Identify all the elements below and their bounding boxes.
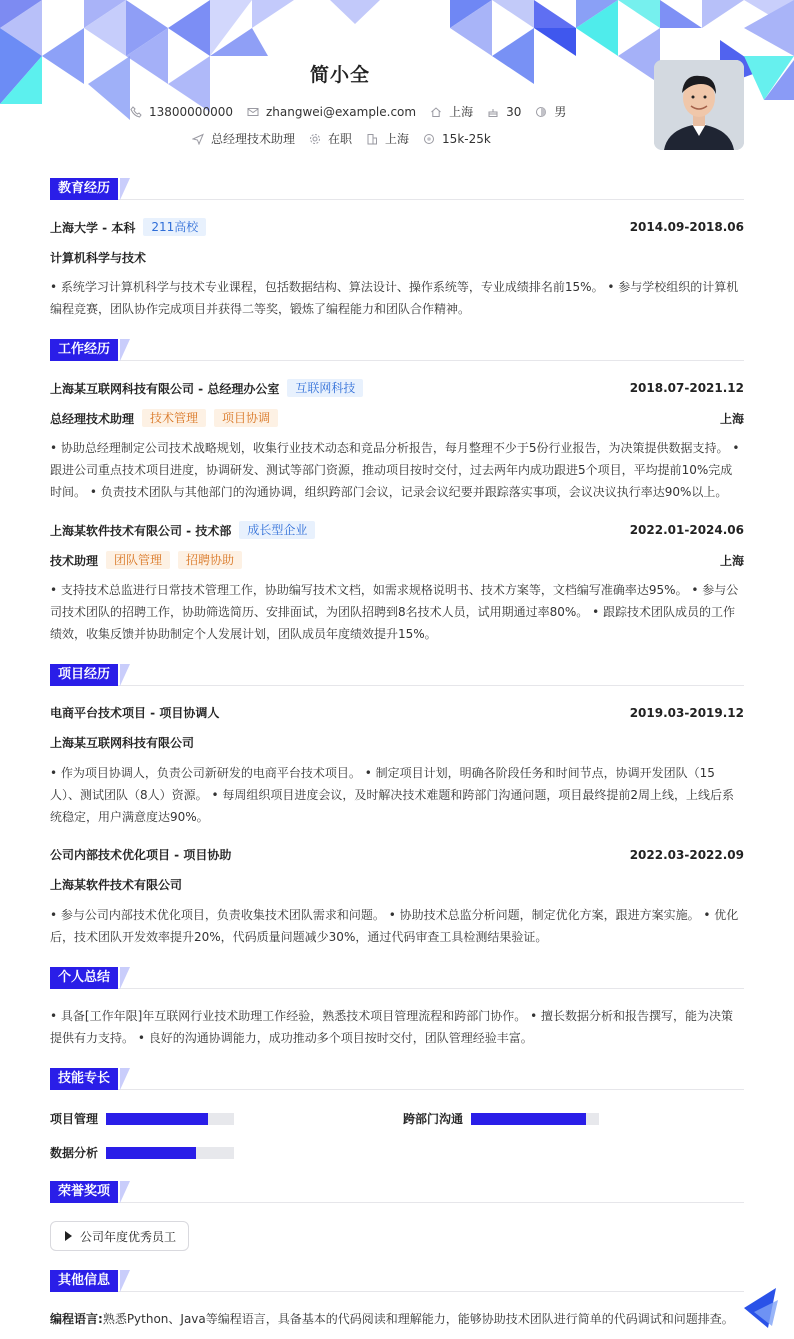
awards-section: [50, 1181, 744, 1261]
summary-section: [50, 967, 744, 1057]
gender-value: 男: [554, 105, 567, 119]
play-icon: [65, 1231, 72, 1241]
section-title: [50, 1181, 744, 1203]
other-text: 熟悉Python、Java等编程语言，具备基本的代码阅读和理解能力，能够协助技术团队进行简单的代码调试和问题排查。: [102, 1312, 734, 1326]
expected-city-value: 上海: [385, 132, 410, 146]
status-item: [309, 130, 352, 147]
salary-item: [423, 132, 491, 146]
resume-header: [0, 0, 794, 170]
work-section: [50, 339, 744, 649]
age-item: [487, 105, 521, 119]
gender-item: [535, 103, 566, 120]
skill-bar: [106, 1147, 234, 1159]
project-desc: • 作为项目协调人，负责公司新研发的电商平台技术项目。 • 制定项目计划，明确各阶段任务和时间节点，协调开发团队（15人）、测试团队（8人）资源。 • 每周组织项目进度会议，及时解决技术难题和跨部门沟通问题，项目最终提前2周上线，上线后系统稳定，用户满意度达90%。: [50, 766, 734, 824]
gear-icon: [309, 133, 321, 145]
work-title-row: [50, 551, 744, 569]
company-name: 上海某互联网科技有限公司 - 总经理办公室: [50, 381, 280, 396]
skill-tag: 团队管理: [106, 551, 170, 569]
city-item: [430, 103, 473, 120]
work-title: 工作经历: [50, 339, 118, 361]
project-period: 2022.03-2022.09: [629, 847, 744, 862]
major-name: 计算机科学与技术: [50, 251, 147, 265]
skill-item: [50, 1110, 98, 1127]
work-period: 2022.01-2024.06: [629, 523, 744, 537]
other-section: [50, 1270, 744, 1330]
job-intent-row: [192, 130, 491, 147]
section-title: [50, 1068, 744, 1090]
job-title: 技术助理: [50, 553, 99, 568]
skill-item: [403, 1110, 463, 1127]
project-name: 电商平台技术项目 - 项目协调人: [50, 706, 220, 720]
phone-value: 13800000000: [149, 104, 233, 119]
major-row: [50, 249, 744, 266]
skill-bar-fill: [106, 1147, 196, 1159]
work-location: 上海: [719, 411, 744, 426]
summary-text: • 具备[工作年限]年互联网行业技术助理工作经验，熟悉技术项目管理流程和跨部门协作。 • 擅长数据分析和报告撰写，能为决策提供有力支持。 • 良好的沟通协调能力，成功推动多个项目按时交付，团队管理经验丰富。: [50, 1009, 733, 1045]
status-value: 在职: [328, 132, 353, 146]
skill-tag: 招聘协助: [178, 551, 242, 569]
avatar: [654, 60, 744, 150]
send-icon: [192, 133, 204, 145]
work-header-row: [50, 521, 744, 539]
skill-item: [50, 1144, 98, 1161]
projects-section: [50, 664, 744, 954]
other-title: 其他信息: [50, 1270, 118, 1292]
title-tail: [120, 1270, 130, 1292]
phone-item: [130, 105, 233, 119]
awards-title: 荣誉奖项: [50, 1181, 118, 1203]
education-desc: • 系统学习计算机科学与技术专业课程，包括数据结构、算法设计、操作系统等，专业成绩排名前15%。 • 参与学校组织的计算机编程竞赛，团队协作完成项目并获得二等奖，锻炼了编程能力和团队合作精神。: [50, 280, 739, 316]
skill-bar-fill: [106, 1113, 208, 1125]
section-title: [50, 178, 744, 200]
skill-name: 项目管理: [50, 1112, 99, 1126]
work-period: 2018.07-2021.12: [629, 381, 744, 395]
summary-title: 个人总结: [50, 967, 118, 989]
corner-decoration: [744, 1286, 784, 1328]
project-desc: • 参与公司内部技术优化项目，负责收集技术团队需求和问题。 • 协助技术总监分析问题，制定优化方案，跟进方案实施。 • 优化后，技术团队开发效率提升20%，代码质量问题减少30%，通过代码审查工具检测结果验证。: [50, 908, 739, 944]
age-value: 30: [506, 104, 522, 119]
coin-icon: [423, 133, 435, 145]
position-item: [192, 130, 295, 147]
project-period: 2019.03-2019.12: [629, 705, 744, 720]
school-tag: 211高校: [143, 218, 206, 236]
work-header-row: [50, 379, 744, 397]
email-item: [247, 105, 416, 119]
email-value: zhangwei@example.com: [265, 104, 417, 119]
industry-tag: 成长型企业: [239, 521, 315, 539]
skills-title: 技能专长: [50, 1068, 118, 1090]
award-name: 公司年度优秀员工: [80, 1229, 177, 1244]
city-value: 上海: [449, 105, 474, 119]
cake-icon: [487, 106, 499, 118]
gender-icon: [535, 106, 547, 118]
project-company-row: [50, 734, 744, 751]
skill-bar: [471, 1113, 599, 1125]
education-header-row: [50, 218, 744, 236]
contact-row: [130, 103, 566, 120]
skill-tag: 项目协调: [214, 409, 278, 427]
education-section: [50, 178, 744, 328]
home-icon: [430, 106, 442, 118]
project-header-row: [50, 846, 744, 863]
section-title: [50, 339, 744, 361]
title-tail: [120, 967, 130, 989]
education-title: 教育经历: [50, 178, 118, 200]
project-company: 上海某软件技术有限公司: [50, 878, 183, 892]
work-desc: • 支持技术总监进行日常技术管理工作，协助编写技术文档，如需求规格说明书、技术方案等，文档编写准确率达95%。 • 参与公司技术团队的招聘工作，协助筛选简历、安排面试，为团队招聘到8名技术人员，试用期通过率80%。 • 跟踪技术团队成员的工作绩效，收集反馈并协助制定个人发展计划，团队成员年度绩效提升15%。: [50, 583, 739, 641]
work-title-row: [50, 409, 744, 427]
title-tail: [120, 1068, 130, 1090]
project-name: 公司内部技术优化项目 - 项目协助: [50, 848, 232, 862]
skill-tag: 技术管理: [142, 409, 206, 427]
title-tail: [120, 664, 130, 686]
section-title: [50, 967, 744, 989]
award-item: [50, 1221, 189, 1251]
salary-value: 15k-25k: [442, 131, 491, 146]
skill-name: 数据分析: [50, 1146, 99, 1160]
section-title: [50, 1270, 744, 1292]
skill-bar-fill: [471, 1113, 586, 1125]
project-header-row: [50, 704, 744, 721]
other-label: 编程语言:: [50, 1312, 103, 1326]
projects-title: 项目经历: [50, 664, 118, 686]
education-period: 2014.09-2018.06: [629, 220, 744, 234]
position-value: 总经理技术助理: [211, 132, 296, 146]
job-title: 总经理技术助理: [50, 411, 135, 426]
project-company-row: [50, 876, 744, 893]
phone-icon: [130, 106, 142, 118]
project-company: 上海某互联网科技有限公司: [50, 736, 195, 750]
candidate-name: 简小全: [309, 64, 370, 86]
work-location: 上海: [719, 553, 744, 568]
avatar-portrait: [654, 60, 744, 150]
industry-tag: 互联网科技: [287, 379, 363, 397]
section-title: [50, 664, 744, 686]
other-info: [50, 1308, 744, 1330]
skill-name: 跨部门沟通: [403, 1112, 464, 1126]
email-icon: [247, 106, 259, 118]
title-tail: [120, 339, 130, 361]
work-desc: • 协助总经理制定公司技术战略规划，收集行业技术动态和竞品分析报告，每月整理不少于5份行业报告，为决策提供数据支持。 • 跟进公司重点技术项目进度，协调研发、测试等部门资源，推动项目按时交付，过去两年内成功跟进5个项目，平均提前10%完成时间。 • 负责技术团队与其他部门的沟通协调，组织跨部门会议，记录会议纪要并跟踪落实事项，会议决议执行率达90%以上。: [50, 441, 740, 499]
title-tail: [120, 1181, 130, 1203]
building-icon: [366, 133, 378, 145]
skills-section: [50, 1068, 744, 1168]
school-name: 上海大学 - 本科: [50, 220, 136, 235]
company-name: 上海某软件技术有限公司 - 技术部: [50, 523, 232, 538]
title-tail: [120, 178, 130, 200]
skill-bar: [106, 1113, 234, 1125]
expected-city-item: [366, 130, 409, 147]
